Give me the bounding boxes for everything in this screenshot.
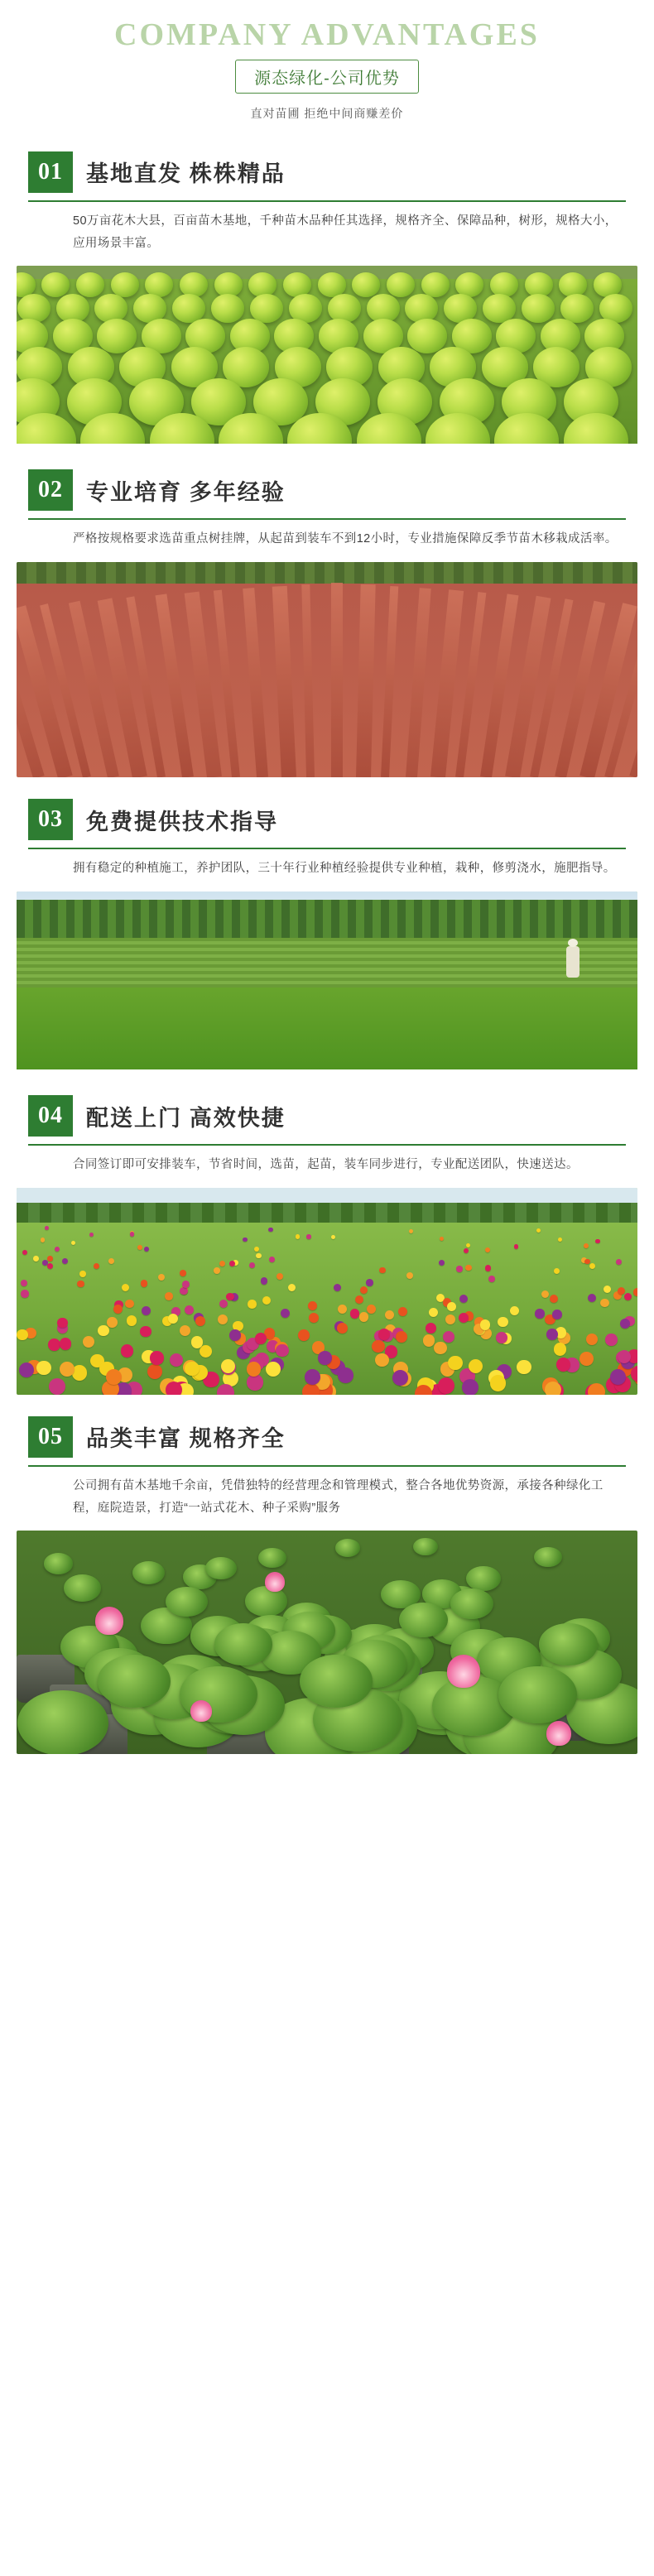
flower-bloom [406, 1272, 413, 1279]
flower-bloom [21, 1280, 28, 1287]
flower-bloom [168, 1314, 178, 1324]
flower-bloom [214, 1267, 220, 1274]
flower-bloom [429, 1308, 438, 1317]
flower-bloom [243, 1238, 248, 1242]
flower-bloom [302, 1383, 320, 1395]
flower-bloom [360, 1286, 368, 1294]
boxwood-ball [17, 294, 50, 322]
flower-bloom [359, 1312, 369, 1322]
planting-row [331, 583, 343, 777]
flower-bloom [36, 1361, 51, 1376]
lotus-pad [539, 1623, 597, 1665]
section-01-head [0, 151, 654, 193]
flower-bloom [249, 1262, 255, 1268]
subtitle-row [0, 60, 654, 94]
lotus-pad [245, 1586, 287, 1617]
flower-bloom [447, 1302, 456, 1311]
photo-hedge [17, 1203, 637, 1223]
flower-bloom [498, 1317, 507, 1327]
flower-bloom [256, 1253, 261, 1258]
flower-bloom [121, 1344, 134, 1358]
boxwood-ball [17, 413, 76, 444]
section-03-description: 拥有稳定的种植施工，养护团队，三十年行业种植经验提供专业种植，栽种，修剪浇水，施肥指导。 [73, 862, 616, 876]
lotus-pad [399, 1603, 448, 1637]
section-02-photo [17, 562, 637, 777]
section-05-title: 品类丰富 规格齐全 [86, 1426, 286, 1452]
boxwood-ball-nursery-image [17, 266, 637, 444]
boxwood-ball [97, 319, 137, 353]
flower-bloom [439, 1260, 445, 1266]
flower-bloom [488, 1276, 495, 1282]
planting-row [272, 586, 296, 777]
section-05 [0, 1416, 654, 1755]
flower-bloom [45, 1226, 49, 1230]
flower-bloom [440, 1237, 444, 1241]
flower-bloom [83, 1336, 95, 1348]
flower-bloom [443, 1331, 454, 1343]
flower-bloom [49, 1378, 65, 1395]
flower-bloom [337, 1323, 348, 1334]
lotus-pad [300, 1655, 373, 1707]
flower-bloom [77, 1281, 84, 1288]
flower-bloom [378, 1329, 390, 1340]
lotus-pad [466, 1566, 500, 1591]
flower-bloom [469, 1359, 483, 1373]
flower-bloom [127, 1315, 137, 1325]
flower-bloom [226, 1293, 234, 1301]
section-02-head [0, 469, 654, 511]
flower-bloom [331, 1235, 335, 1239]
lotus-pad [214, 1623, 272, 1665]
lotus-pad [17, 1690, 108, 1754]
boxwood-ball [145, 272, 173, 296]
flower-bloom [496, 1332, 507, 1343]
flower-bloom [535, 1309, 545, 1319]
flower-bloom [41, 1238, 46, 1242]
flower-bloom [610, 1369, 626, 1385]
flower-bloom [396, 1331, 407, 1343]
flower-bloom [466, 1243, 471, 1248]
lotus-pad [98, 1655, 171, 1707]
boxwood-ball [407, 319, 447, 353]
flower-bloom [536, 1228, 541, 1233]
flower-bloom [33, 1256, 39, 1262]
lotus-pad [413, 1538, 438, 1556]
flower-bloom [480, 1319, 491, 1330]
boxwood-ball [111, 272, 139, 296]
flower-bloom [305, 1369, 320, 1385]
flower-bloom [372, 1340, 384, 1353]
boxwood-ball [559, 272, 587, 296]
section-01-divider [28, 200, 626, 202]
flower-bloom [579, 1352, 594, 1366]
flower-bloom [122, 1284, 129, 1291]
flower-bloom [268, 1228, 272, 1232]
flower-bloom [375, 1353, 389, 1367]
flower-bloom [600, 1299, 608, 1307]
lotus-flower [546, 1721, 571, 1746]
flower-bloom [409, 1229, 413, 1233]
boxwood-ball [522, 294, 555, 322]
header-note: 直对苗圃 拒绝中间商赚差价 [250, 106, 404, 120]
flower-bloom [379, 1267, 386, 1274]
flower-bloom [296, 1234, 300, 1238]
section-05-number: 05 [28, 1416, 73, 1458]
flower-bloom [254, 1247, 259, 1252]
flower-bloom [89, 1233, 94, 1237]
flower-bloom [459, 1295, 468, 1303]
boxwood-ball [41, 272, 70, 296]
boxwood-ball [490, 272, 518, 296]
flower-bloom [550, 1295, 558, 1303]
lawn-nursery-image [17, 892, 637, 1069]
flower-bloom [47, 1263, 53, 1269]
flower-bloom [426, 1323, 436, 1334]
boxwood-ball [214, 272, 243, 296]
flower-bloom [276, 1344, 289, 1358]
boxwood-ball [17, 272, 36, 296]
flower-bloom [106, 1369, 122, 1385]
flower-bloom [556, 1358, 570, 1372]
flower-bloom [633, 1288, 637, 1295]
flower-bloom [60, 1338, 72, 1350]
flower-bloom [130, 1232, 134, 1236]
flower-bloom [247, 1362, 262, 1377]
section-01-photo [17, 266, 637, 448]
flower-bloom [255, 1333, 267, 1344]
flower-bloom [182, 1281, 190, 1288]
flower-bloom [165, 1292, 173, 1300]
lotus-flower [95, 1607, 123, 1635]
flower-bloom [318, 1351, 332, 1365]
flower-bloom [277, 1273, 283, 1280]
flower-bloom [185, 1305, 194, 1314]
red-photinia-rows-image [17, 562, 637, 777]
flower-bloom [423, 1334, 435, 1346]
flower-bloom [261, 1277, 267, 1284]
section-04-number: 04 [28, 1095, 73, 1137]
flower-bloom [218, 1314, 228, 1324]
boxwood-ball [594, 272, 622, 296]
section-04-title: 配送上门 高效快捷 [86, 1105, 286, 1131]
boxwood-ball [211, 294, 244, 322]
flower-bloom [125, 1300, 134, 1309]
flower-bloom [514, 1244, 519, 1249]
planting-row [381, 586, 398, 777]
section-02-description: 严格按规格要求选苗重点树挂牌，从起苗到装车不到12小时，专业措施保障反季节苗木移栽成活率。 [73, 532, 618, 546]
flower-bloom [558, 1238, 563, 1242]
flower-bloom [79, 1271, 86, 1277]
flower-bloom [462, 1379, 478, 1395]
section-04 [0, 1095, 654, 1395]
flower-bloom [546, 1329, 558, 1340]
flower-bloom [269, 1257, 275, 1262]
flower-bloom [140, 1326, 151, 1337]
flower-bloom [448, 1356, 462, 1370]
flower-bloom [616, 1259, 622, 1265]
flower-bloom [150, 1351, 163, 1364]
flower-bloom [266, 1362, 281, 1377]
flower-bloom [107, 1317, 117, 1327]
section-03-title: 免费提供技术指导 [86, 809, 278, 834]
flower-bloom [71, 1241, 76, 1246]
lotus-flower [447, 1655, 480, 1688]
flower-bloom [465, 1265, 471, 1271]
section-05-description: 公司拥有苗木基地千余亩，凭借独特的经营理念和管理模式，整合各地优势资源，承接各种绿化工程，庭院造景，打造“一站式花木、种子采购”服务 [73, 1478, 604, 1515]
section-02-title: 专业培育 多年经验 [86, 479, 286, 505]
boxwood-ball [328, 294, 361, 322]
flower-bloom [338, 1367, 353, 1383]
flower-bloom [180, 1325, 190, 1336]
flower-bloom [456, 1266, 462, 1271]
flower-bloom [586, 1334, 598, 1345]
flower-bloom [298, 1329, 310, 1341]
flower-bloom [589, 1263, 595, 1269]
flower-bloom [144, 1247, 149, 1252]
flower-bloom [22, 1250, 27, 1255]
flower-bloom [281, 1309, 290, 1318]
page-title: COMPANY ADVANTAGES [114, 17, 540, 52]
boxwood-ball [387, 272, 415, 296]
flower-bloom [288, 1284, 296, 1291]
flower-bloom [552, 1310, 562, 1319]
flower-bloom [588, 1294, 596, 1302]
flower-bloom [221, 1359, 235, 1373]
section-05-head [0, 1416, 654, 1458]
section-04-head [0, 1095, 654, 1137]
section-02 [0, 469, 654, 777]
lotus-pad [205, 1557, 236, 1579]
section-02-divider [28, 518, 626, 520]
flower-bloom [366, 1279, 373, 1286]
section-03 [0, 799, 654, 1074]
flower-bloom [57, 1318, 67, 1328]
planting-row [406, 588, 431, 777]
lotus-flower [265, 1572, 285, 1592]
boxwood-ball [248, 272, 277, 296]
lotus-flower [190, 1700, 212, 1722]
planting-row [243, 588, 268, 777]
flower-bloom [219, 1261, 225, 1266]
flower-bloom [21, 1290, 29, 1298]
flower-bloom [434, 1342, 446, 1354]
page-subtitle: 源态绿化-公司优势 [235, 60, 419, 94]
flower-bloom [485, 1247, 490, 1252]
section-05-photo [17, 1531, 637, 1754]
boxwood-ball [180, 272, 208, 296]
section-03-head [0, 799, 654, 840]
flower-bloom [510, 1306, 519, 1315]
lotus-pad [534, 1547, 561, 1567]
section-04-photo [17, 1188, 637, 1395]
page-header [0, 0, 654, 130]
flower-bloom [113, 1305, 123, 1314]
flower-field-image [17, 1188, 637, 1395]
flower-bloom [445, 1314, 455, 1324]
section-01 [0, 151, 654, 449]
section-01-description: 50万亩花木大县，百亩苗木基地，千种苗木品种任其选择，规格齐全、保障品种，树形，规格大小，应用场景丰富。 [73, 214, 618, 250]
planting-row [301, 584, 315, 777]
flower-bloom [55, 1247, 60, 1252]
flower-bloom [19, 1362, 34, 1377]
boxwood-ball [352, 272, 380, 296]
flower-bloom [459, 1313, 469, 1323]
flower-bloom [554, 1268, 560, 1275]
flower-bloom [631, 1366, 637, 1381]
flower-bloom [108, 1258, 114, 1264]
flower-bloom [141, 1280, 148, 1287]
lotus-pad [258, 1548, 286, 1568]
flower-bloom [338, 1305, 347, 1314]
lotus-pad [132, 1561, 165, 1584]
planting-row [356, 584, 376, 777]
flower-bloom [554, 1343, 566, 1355]
flower-bloom [195, 1316, 205, 1326]
flower-bloom [170, 1353, 184, 1367]
flower-bloom [48, 1338, 60, 1351]
flower-bloom [464, 1248, 469, 1253]
flower-bloom [584, 1243, 589, 1248]
flower-bloom [62, 1258, 68, 1264]
flower-bloom [219, 1300, 228, 1309]
flower-bloom [306, 1234, 310, 1238]
flower-bloom [180, 1287, 187, 1295]
lotus-pad [44, 1553, 74, 1574]
photo-treeline [17, 900, 637, 938]
flower-bloom [355, 1295, 363, 1304]
photo-potted-rows [17, 938, 637, 988]
flower-bloom [350, 1309, 359, 1318]
lotus-pots-image [17, 1531, 637, 1754]
flower-bloom [485, 1265, 491, 1271]
boxwood-ball [455, 272, 483, 296]
flower-bloom [229, 1261, 235, 1266]
flower-bloom [385, 1310, 395, 1320]
flower-bloom [620, 1319, 631, 1329]
bottom-spacer [0, 1754, 654, 1771]
flower-bloom [180, 1270, 186, 1276]
flower-bloom [137, 1245, 142, 1250]
flower-bloom [367, 1305, 376, 1314]
flower-bloom [308, 1301, 317, 1310]
section-04-description: 合同签订即可安排装车，节省时间，选苗，起苗，装车同步进行，专业配送团队，快速送达。 [73, 1158, 579, 1172]
lotus-pad [498, 1666, 577, 1723]
lotus-pad [166, 1587, 208, 1617]
photo-treeline [17, 562, 637, 584]
flower-bloom [490, 1375, 507, 1391]
flower-bloom [17, 1329, 28, 1341]
flower-bloom [334, 1284, 341, 1291]
flower-bloom [262, 1296, 271, 1305]
flower-bloom [60, 1362, 75, 1377]
flower-bloom [98, 1325, 108, 1336]
section-03-divider [28, 848, 626, 849]
section-05-divider [28, 1465, 626, 1467]
flower-bloom [248, 1300, 257, 1309]
boxwood-ball [283, 272, 311, 296]
boxwood-ball [421, 272, 450, 296]
section-03-photo [17, 892, 637, 1074]
flower-bloom [217, 1384, 234, 1395]
section-04-divider [28, 1144, 626, 1146]
boxwood-ball [525, 272, 553, 296]
section-03-number: 03 [28, 799, 73, 840]
lotus-pad [64, 1574, 101, 1602]
flower-bloom [158, 1274, 165, 1281]
flower-bloom [624, 1293, 632, 1301]
flower-bloom [595, 1239, 600, 1244]
flower-bloom [47, 1256, 53, 1262]
flower-bloom [398, 1307, 407, 1316]
flower-bloom [517, 1360, 531, 1375]
worker-figure [566, 946, 579, 978]
flower-bloom [94, 1263, 99, 1269]
flower-bloom [247, 1374, 263, 1391]
flower-bloom [541, 1290, 550, 1299]
flower-bloom [588, 1383, 605, 1395]
lotus-pad [450, 1588, 493, 1619]
flower-bloom [309, 1313, 319, 1323]
flower-bloom [147, 1364, 162, 1379]
boxwood-ball [76, 272, 104, 296]
section-01-number: 01 [28, 151, 73, 193]
section-02-number: 02 [28, 469, 73, 511]
boxwood-ball [494, 413, 559, 444]
flower-bloom [605, 1334, 617, 1345]
section-01-title: 基地直发 株株精品 [86, 161, 286, 187]
boxwood-ball [318, 272, 346, 296]
flower-bloom [604, 1286, 611, 1293]
lotus-pad [335, 1539, 360, 1557]
flower-bloom [142, 1306, 151, 1315]
flower-bloom [438, 1377, 454, 1394]
